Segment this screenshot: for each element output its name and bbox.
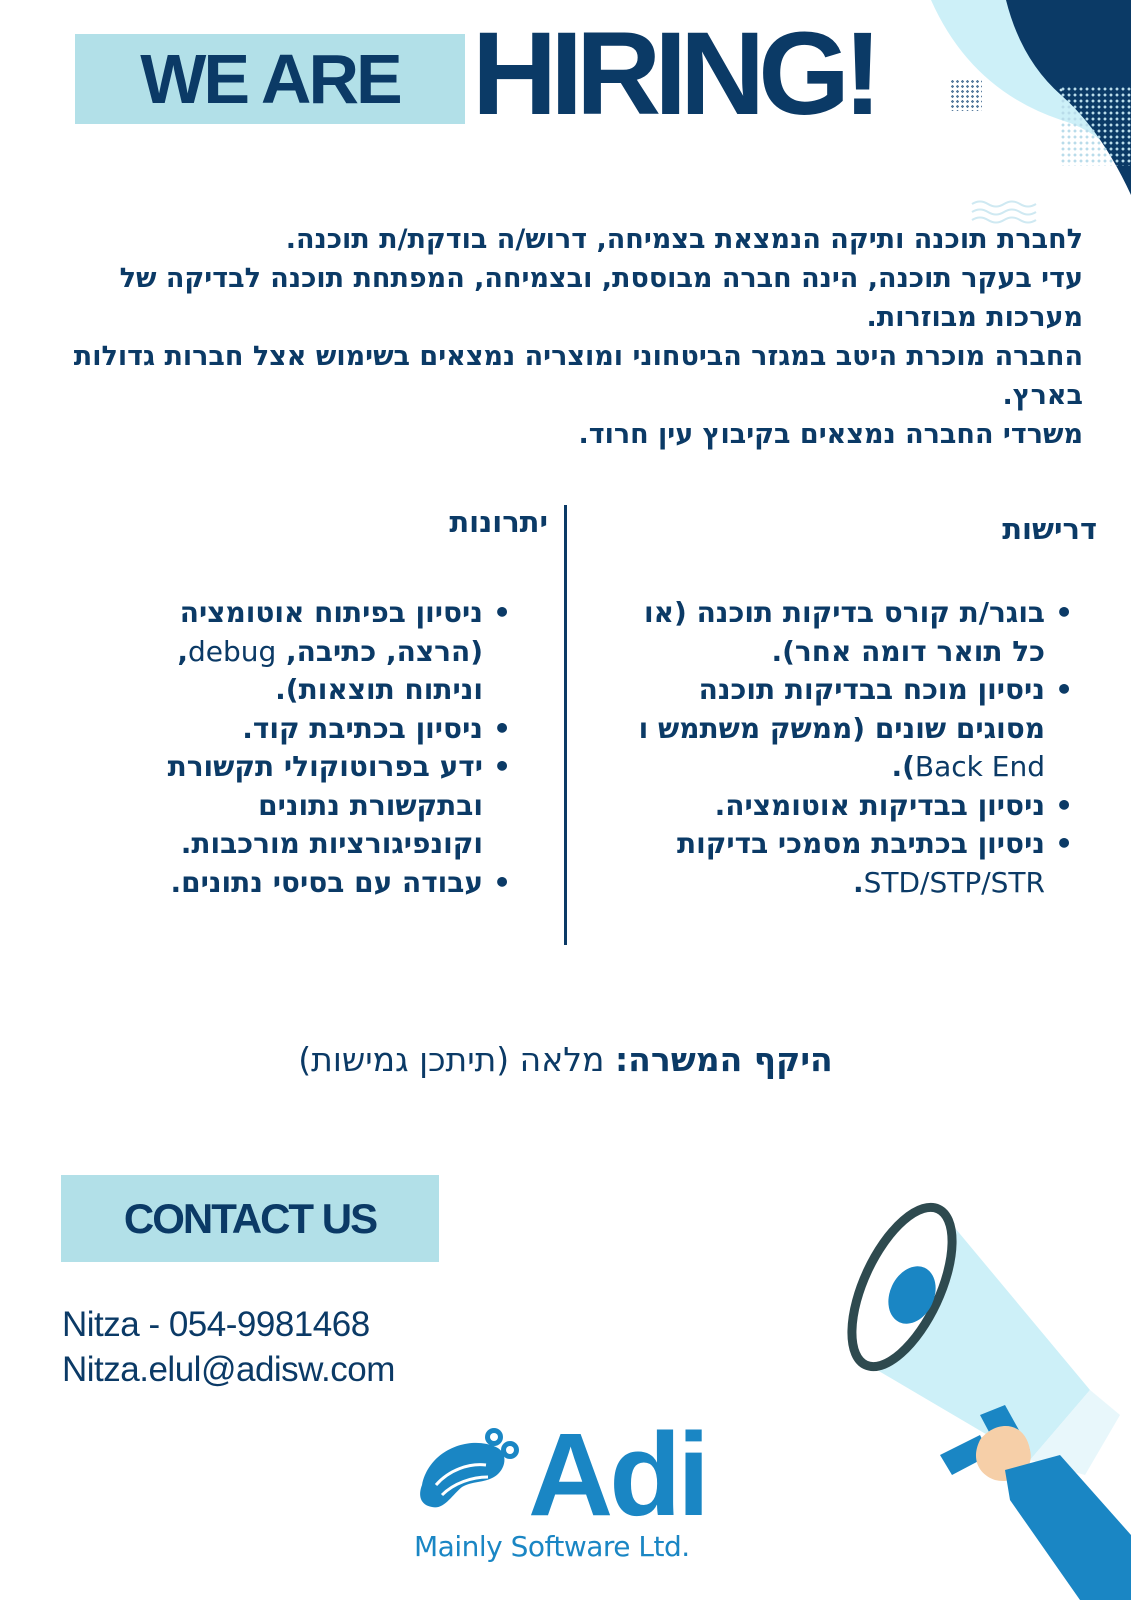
hiring-title: HIRING! xyxy=(472,8,876,140)
requirement-text: ניסיון בבדיקות אוטומציה. xyxy=(714,788,1045,822)
requirement-text-end: . xyxy=(852,865,864,899)
list-item xyxy=(603,787,1073,826)
list-item xyxy=(603,594,1073,671)
job-scope-value: מלאה (תיתכן גמישות) xyxy=(298,1040,615,1079)
adi-logo-icon xyxy=(414,1425,524,1525)
intro-line-1 xyxy=(53,220,1083,259)
intro-line-2: עדי בעקר תוכנה, הינה חברה מבוססת, ובצמיחה, המפתחת תוכנה לבדיקה של מערכות מבוזרות. xyxy=(119,263,1083,333)
we-are-text: WE ARE xyxy=(140,40,400,118)
intro-line-3: החברה מוכרת היטב במגזר הביטחוני ומוצריה נמצאים בשימוש אצל חברות גדולות בארץ. xyxy=(73,341,1083,411)
job-scope xyxy=(0,1040,1131,1079)
advantage-text: ניסיון בפיתוח אוטומציה (הרצה, כתיבה, xyxy=(179,596,483,668)
job-scope-label: היקף המשרה: xyxy=(614,1040,833,1079)
advantage-text: עבודה עם בסיסי נתונים. xyxy=(170,865,483,899)
dot-grid-decoration xyxy=(1060,86,1131,166)
advantages-heading: יתרונות xyxy=(449,505,548,539)
list-item xyxy=(603,825,1073,902)
intro-paragraph xyxy=(53,220,1083,454)
requirement-text-end: ). xyxy=(891,750,915,783)
contact-phone[interactable]: Nitza - 054-9981468 xyxy=(62,1305,370,1344)
list-item xyxy=(91,594,511,710)
advantages-list xyxy=(91,594,511,902)
list-item xyxy=(91,748,511,864)
requirement-text: ניסיון בכתיבת מסמכי בדיקות xyxy=(677,827,1045,860)
contact-email-link[interactable]: Nitza.elul@adisw.com xyxy=(62,1350,395,1389)
requirement-term: STD/STP/STR xyxy=(863,865,1045,899)
intro-line-1-start: לחברת תוכנה ותיקה הנמצאת בצמיחה, xyxy=(596,224,1083,255)
megaphone-icon xyxy=(830,1200,1131,1600)
advantage-term: debug xyxy=(187,634,277,668)
advantage-text: ידע בפרוטוקולי תקשורת ובתקשורת נתונים וקונפיגורציות מורכבות. xyxy=(167,750,483,860)
requirement-text: ניסיון מוכח בבדיקות תוכנה מסוגים שונים (ממשק משתמש ו xyxy=(638,673,1045,745)
intro-line-1-highlight: דרוש/ה בודקת/ת תוכנה. xyxy=(285,224,588,255)
logo-subtitle: Mainly Software Ltd. xyxy=(414,1530,690,1563)
requirement-text: בוגר/ת קורס בדיקות תוכנה (או כל תואר דומה אחר). xyxy=(644,596,1045,668)
logo-wordmark: Adi xyxy=(528,1409,707,1541)
intro-line-4: משרדי החברה נמצאים בקיבוץ עין חרוד. xyxy=(578,419,1083,450)
list-item xyxy=(91,864,511,903)
contact-us-banner: CONTACT US xyxy=(61,1175,439,1262)
requirements-list xyxy=(603,594,1073,902)
requirements-heading: דרישות xyxy=(1002,512,1097,546)
list-item xyxy=(603,671,1073,787)
advantage-text: ניסיון בכתיבת קוד. xyxy=(242,711,483,745)
column-divider xyxy=(564,505,567,945)
dot-grid-small-decoration xyxy=(950,79,982,111)
requirement-term: Back End xyxy=(914,750,1045,783)
list-item xyxy=(91,710,511,749)
advantage-text-end: , וניתוח תוצאות). xyxy=(177,634,483,706)
